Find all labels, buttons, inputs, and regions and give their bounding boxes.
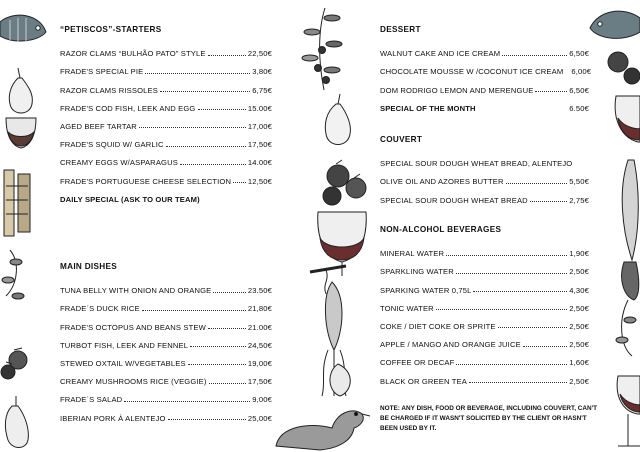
tomato-icon bbox=[1, 348, 27, 379]
menu-item: MINERAL WATER 1,90€ bbox=[380, 249, 589, 259]
center-illustration bbox=[270, 0, 370, 452]
menu-item: TURBOT FISH, LEEK AND FENNEL 24,50€ bbox=[60, 340, 272, 350]
menu-item: RAZOR CLAMS RISSOLES 6,75€ bbox=[60, 85, 272, 95]
bottle-icon bbox=[4, 170, 30, 236]
menu-item: APPLE / MANGO AND ORANGE JUICE 2,50€ bbox=[380, 340, 589, 350]
starters-list bbox=[60, 40, 272, 204]
menu-item: WALNUT CAKE AND ICE CREAM 6,50€ bbox=[380, 49, 589, 59]
duck-icon bbox=[276, 411, 370, 450]
main-dishes-title: MAIN DISHES bbox=[60, 262, 117, 271]
menu-item: SPARKLING WATER 2,50€ bbox=[380, 267, 589, 277]
couvert-title: COUVERT bbox=[380, 135, 423, 144]
tomatoes-icon bbox=[323, 160, 366, 205]
menu-item: IBERIAN PORK À ALENTEJO 25,00€ bbox=[60, 413, 272, 423]
starters-title: “PETISCOS”-STARTERS bbox=[60, 25, 162, 34]
menu-item: FRADE'S PORTUGUESE CHEESE SELECTION 12,50€ bbox=[60, 176, 272, 186]
fish-icon bbox=[0, 15, 46, 42]
menu-item: CREAMY MUSHROOMS RICE (VEGGIE) 17,50€ bbox=[60, 377, 272, 387]
menu-item: TUNA BELLY WITH ONION AND ORANGE 23.50€ bbox=[60, 286, 272, 296]
leaf-right-icon bbox=[616, 300, 636, 356]
tomato-right-icon bbox=[608, 52, 640, 84]
dessert-section bbox=[380, 25, 592, 113]
vegetable-right-icon bbox=[622, 160, 639, 300]
menu-item: COKE / DIET COKE OR SPRITE 2,50€ bbox=[380, 321, 589, 331]
menu-item: STEWED OXTAIL W/VEGETABLES 19,00€ bbox=[60, 358, 272, 368]
fish-right-icon bbox=[590, 11, 640, 38]
couvert-description: SPECIAL SOUR DOUGH WHEAT BREAD, ALENTEJO bbox=[380, 159, 573, 169]
right-margin-illustration bbox=[588, 0, 640, 452]
menu-item: RAZOR CLAMS “BULHÃO PATO” STYLE 22,50€ bbox=[60, 49, 272, 59]
main-dishes-section bbox=[60, 262, 272, 423]
menu-item: FRADE'S COD FISH, LEEK AND EGG 15.00€ bbox=[60, 103, 272, 113]
dessert-title: DESSERT bbox=[380, 25, 421, 34]
wine-glass-icon bbox=[6, 118, 36, 148]
starters-section bbox=[60, 25, 272, 204]
garlic-icon bbox=[330, 364, 350, 396]
menu-item: FRADE´S SALAD 9,00€ bbox=[60, 395, 272, 405]
menu-item: FRADE'S OCTOPUS AND BEANS STEW 21.00€ bbox=[60, 322, 272, 332]
beverages-title: NON-ALCOHOL BEVERAGES bbox=[380, 225, 502, 234]
dessert-list bbox=[380, 40, 592, 113]
pear-icon bbox=[9, 68, 32, 113]
menu-item: FRADE'S SPECIAL PIE 3,80€ bbox=[60, 67, 272, 77]
menu-item: AGED BEEF TARTAR 17,00€ bbox=[60, 121, 272, 131]
main-dishes-list bbox=[60, 277, 272, 423]
pear-center-icon bbox=[325, 94, 350, 145]
charge-note: NOTE: ANY DISH, FOOD OR BEVERAGE, INCLUDING COUVERT, CAN'T BE CHARGED IF IT WASN'T SOLICITED BY THE CLIENT OR HASN'T BEEN USED BY IT. bbox=[380, 405, 598, 432]
menu-item: SPECIAL SOUR DOUGH WHEAT BREAD 2,75€ bbox=[380, 195, 589, 205]
menu-item: COFFEE OR DECAF 1,60€ bbox=[380, 358, 589, 368]
menu-item: CHOCOLATE MOUSSE W /COCONUT ICE CREAM 6,00€ bbox=[380, 67, 592, 77]
menu-item: DOM RODRIGO LEMON AND MERENGUE 6,50€ bbox=[380, 85, 589, 95]
menu-item: CREAMY EGGS W/ASPARAGUS 14.00€ bbox=[60, 158, 272, 168]
wine-glass-right-bottom-icon bbox=[617, 376, 640, 446]
left-margin-illustration bbox=[0, 0, 48, 452]
beverages-section bbox=[380, 225, 589, 386]
menu-item: SPARKING WATER 0,75L 4,30€ bbox=[380, 285, 589, 295]
menu-item: OLIVE OIL AND AZORES BUTTER 5,50€ bbox=[380, 177, 589, 187]
menu-item: FRADE´S DUCK RICE 21,80€ bbox=[60, 304, 272, 314]
menu-item: BLACK OR GREEN TEA 2,50€ bbox=[380, 376, 589, 386]
leaves-icon bbox=[2, 250, 24, 299]
couvert-section bbox=[380, 135, 589, 205]
daily-special: DAILY SPECIAL (ASK TO OUR TEAM) bbox=[60, 194, 200, 204]
menu-item: TONIC WATER 2,50€ bbox=[380, 303, 589, 313]
pear-bottom-icon bbox=[5, 396, 28, 448]
beverages-list bbox=[380, 240, 589, 386]
menu-item: FRADE'S SQUID W/ GARLIC 17,50€ bbox=[60, 140, 272, 150]
olive-branch-icon bbox=[302, 8, 342, 90]
special-of-the-month: SPECIAL OF THE MONTH 6.50€ bbox=[380, 103, 589, 113]
wine-glass-right-icon bbox=[615, 96, 640, 142]
couvert-list bbox=[380, 150, 589, 205]
